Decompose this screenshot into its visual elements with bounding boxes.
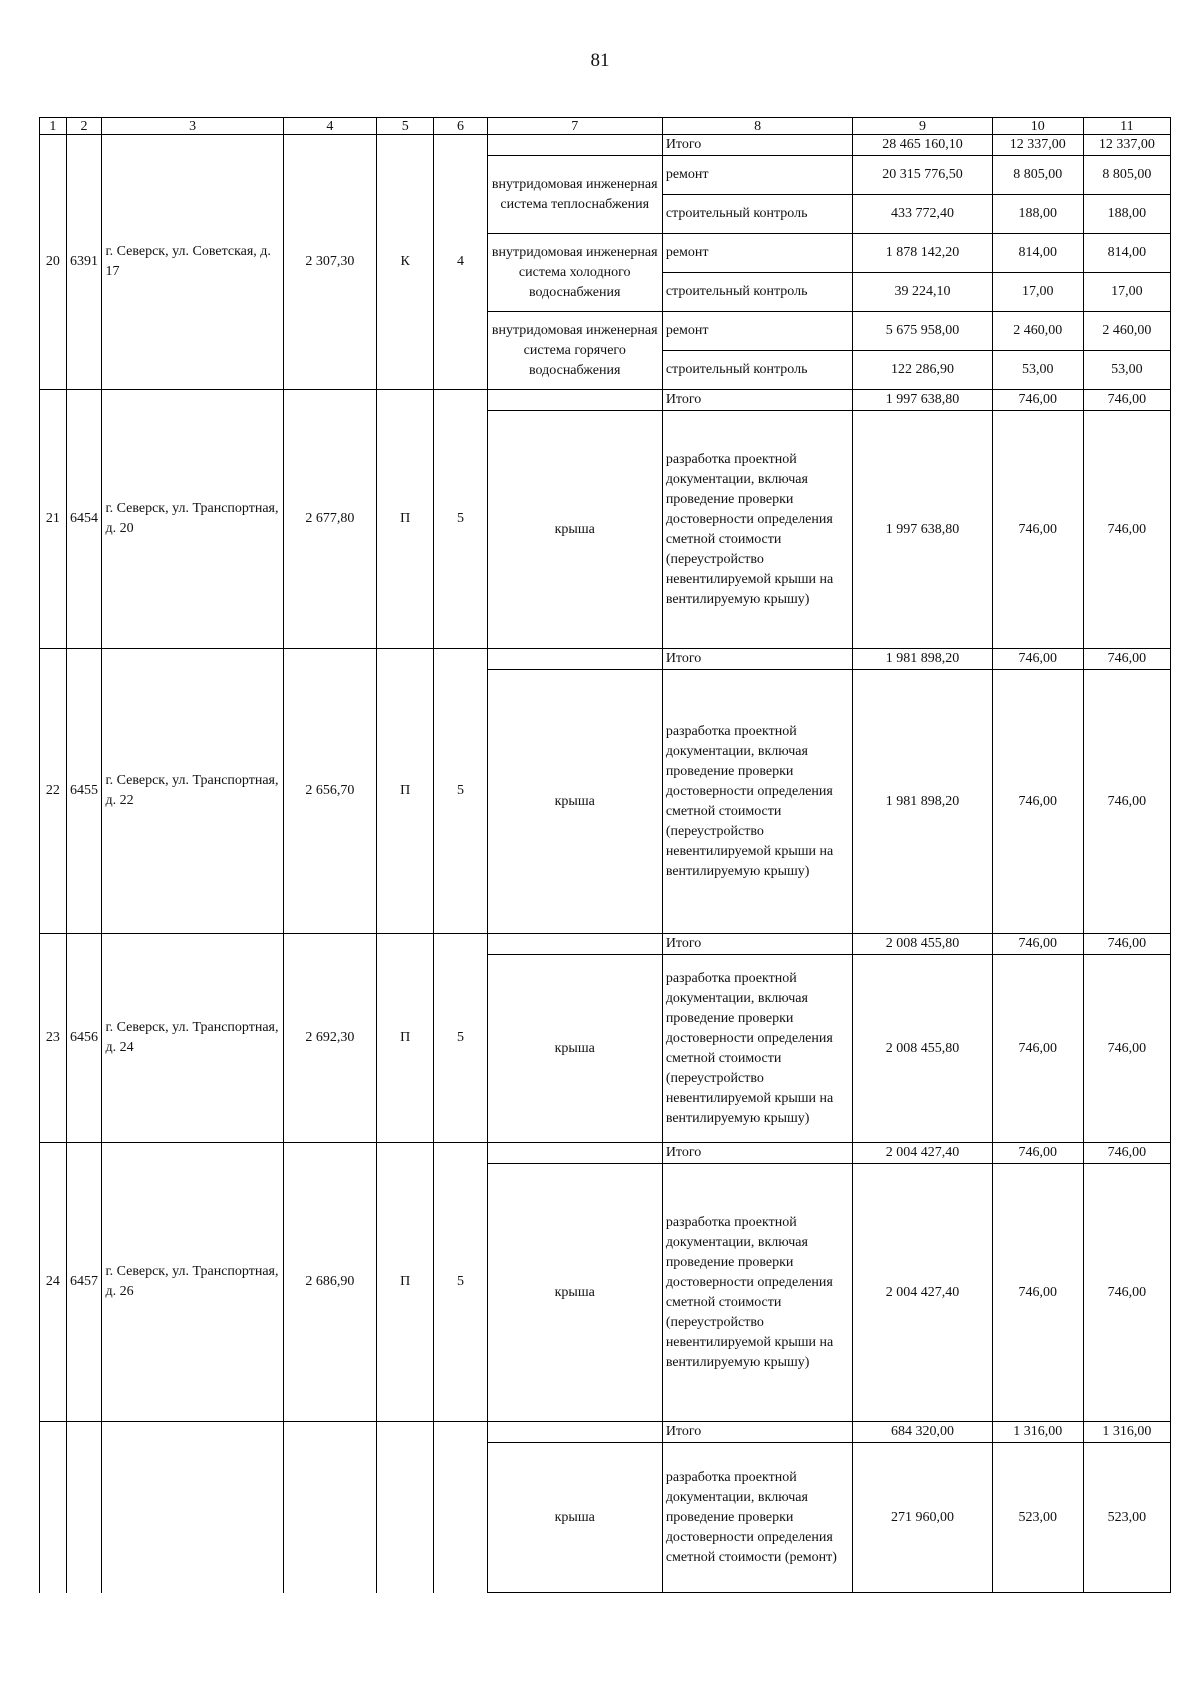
building-type: П [377,649,434,934]
total-label: Итого [662,934,853,955]
work-type: ремонт [662,234,853,273]
building-type [377,1422,434,1593]
col10-value: 188,00 [992,195,1083,234]
area: 2 677,80 [283,390,376,649]
page-number: 81 [590,50,610,71]
row-number: 24 [40,1143,67,1422]
capital-repair-table [39,117,1171,1593]
building-type: П [377,390,434,649]
total-cost: 28 465 160,10 [853,135,992,156]
col11-value: 746,00 [1083,670,1170,934]
work-type: ремонт [662,156,853,195]
area [283,1422,376,1593]
floors: 4 [434,135,487,390]
cost: 2 004 427,40 [853,1164,992,1422]
row-number: 23 [40,934,67,1143]
system-name: внутридомовая инженерная система горячего водоснабжения [487,312,662,390]
column-number-row [40,118,1171,135]
work-description: разработка проектной документации, включая проведение проверки достоверности определения сметной стоимости (переустройство невентилируемой крыши на вентилируемую крышу) [662,955,853,1143]
total-label: Итого [662,649,853,670]
cost: 271 960,00 [853,1443,992,1593]
total-col10: 746,00 [992,1143,1083,1164]
total-col10: 746,00 [992,934,1083,955]
system-cell [487,1143,662,1164]
house-id: 6456 [66,934,102,1143]
address: г. Северск, ул. Транспортная, д. 20 [102,390,283,649]
total-cost: 2 004 427,40 [853,1143,992,1164]
col10-value: 17,00 [992,273,1083,312]
area: 2 307,30 [283,135,376,390]
cost: 2 008 455,80 [853,955,992,1143]
system-cell [487,649,662,670]
cost: 5 675 958,00 [853,312,992,351]
total-cost: 1 981 898,20 [853,649,992,670]
total-col11: 1 316,00 [1083,1422,1170,1443]
system-cell [487,1422,662,1443]
table-row [40,1143,1171,1164]
cost: 20 315 776,50 [853,156,992,195]
column-header: 8 [662,118,853,135]
total-cost: 2 008 455,80 [853,934,992,955]
column-header: 3 [102,118,283,135]
address: г. Северск, ул. Транспортная, д. 24 [102,934,283,1143]
system-name: крыша [487,955,662,1143]
table-row [40,934,1171,955]
work-description: разработка проектной документации, включая проведение проверки достоверности определения сметной стоимости (переустройство невентилируемой крыши на вентилируемую крышу) [662,670,853,934]
col11-value: 814,00 [1083,234,1170,273]
total-label: Итого [662,1422,853,1443]
work-description: разработка проектной документации, включая проведение проверки достоверности определения сметной стоимости (переустройство невентилируемой крыши на вентилируемую крышу) [662,411,853,649]
total-label: Итого [662,390,853,411]
col11-value: 188,00 [1083,195,1170,234]
cost: 39 224,10 [853,273,992,312]
system-name: внутридомовая инженерная система теплоснабжения [487,156,662,234]
column-header: 11 [1083,118,1170,135]
col10-value: 746,00 [992,670,1083,934]
cost: 1 878 142,20 [853,234,992,273]
row-number: 21 [40,390,67,649]
system-cell [487,934,662,955]
cost: 1 997 638,80 [853,411,992,649]
col10-value: 523,00 [992,1443,1083,1593]
table-row [40,1422,1171,1443]
system-name: крыша [487,1443,662,1593]
total-col11: 746,00 [1083,934,1170,955]
col11-value: 746,00 [1083,1164,1170,1422]
total-col11: 746,00 [1083,390,1170,411]
total-col10: 746,00 [992,649,1083,670]
column-header: 5 [377,118,434,135]
col10-value: 814,00 [992,234,1083,273]
floors: 5 [434,934,487,1143]
col11-value: 2 460,00 [1083,312,1170,351]
work-type: строительный контроль [662,273,853,312]
house-id: 6391 [66,135,102,390]
house-id: 6457 [66,1143,102,1422]
system-name: крыша [487,411,662,649]
work-type: строительный контроль [662,351,853,390]
col11-value: 8 805,00 [1083,156,1170,195]
cost: 433 772,40 [853,195,992,234]
total-label: Итого [662,135,853,156]
floors [434,1422,487,1593]
address: г. Северск, ул. Транспортная, д. 22 [102,649,283,934]
col10-value: 746,00 [992,955,1083,1143]
house-id: 6454 [66,390,102,649]
col11-value: 746,00 [1083,955,1170,1143]
floors: 5 [434,649,487,934]
table-row [40,649,1171,670]
work-description: разработка проектной документации, включая проведение проверки достоверности определения сметной стоимости (переустройство невентилируемой крыши на вентилируемую крышу) [662,1164,853,1422]
col11-value: 17,00 [1083,273,1170,312]
total-col11: 746,00 [1083,1143,1170,1164]
total-col10: 746,00 [992,390,1083,411]
total-col11: 746,00 [1083,649,1170,670]
total-col10: 1 316,00 [992,1422,1083,1443]
work-type: строительный контроль [662,195,853,234]
cost: 1 981 898,20 [853,670,992,934]
column-header: 10 [992,118,1083,135]
floors: 5 [434,390,487,649]
work-type: ремонт [662,312,853,351]
column-header: 7 [487,118,662,135]
column-header: 1 [40,118,67,135]
row-number: 20 [40,135,67,390]
col10-value: 746,00 [992,411,1083,649]
work-description: разработка проектной документации, включая проведение проверки достоверности определения сметной стоимости (ремонт) [662,1443,853,1593]
area: 2 686,90 [283,1143,376,1422]
col10-value: 53,00 [992,351,1083,390]
floors: 5 [434,1143,487,1422]
building-type: П [377,934,434,1143]
address [102,1422,283,1593]
house-id: 6455 [66,649,102,934]
column-header: 9 [853,118,992,135]
col11-value: 523,00 [1083,1443,1170,1593]
column-header: 6 [434,118,487,135]
total-col11: 12 337,00 [1083,135,1170,156]
row-number [40,1422,67,1593]
system-name: крыша [487,1164,662,1422]
col11-value: 53,00 [1083,351,1170,390]
system-cell [487,390,662,411]
col10-value: 8 805,00 [992,156,1083,195]
building-type: К [377,135,434,390]
column-header: 4 [283,118,376,135]
area: 2 656,70 [283,649,376,934]
area: 2 692,30 [283,934,376,1143]
col11-value: 746,00 [1083,411,1170,649]
table-row [40,390,1171,411]
system-cell [487,135,662,156]
building-type: П [377,1143,434,1422]
address: г. Северск, ул. Транспортная, д. 26 [102,1143,283,1422]
total-cost: 684 320,00 [853,1422,992,1443]
address: г. Северск, ул. Советская, д. 17 [102,135,283,390]
house-id [66,1422,102,1593]
system-name: крыша [487,670,662,934]
total-col10: 12 337,00 [992,135,1083,156]
col10-value: 746,00 [992,1164,1083,1422]
col10-value: 2 460,00 [992,312,1083,351]
total-cost: 1 997 638,80 [853,390,992,411]
system-name: внутридомовая инженерная система холодного водоснабжения [487,234,662,312]
column-header: 2 [66,118,102,135]
table-row [40,135,1171,156]
row-number: 22 [40,649,67,934]
cost: 122 286,90 [853,351,992,390]
total-label: Итого [662,1143,853,1164]
